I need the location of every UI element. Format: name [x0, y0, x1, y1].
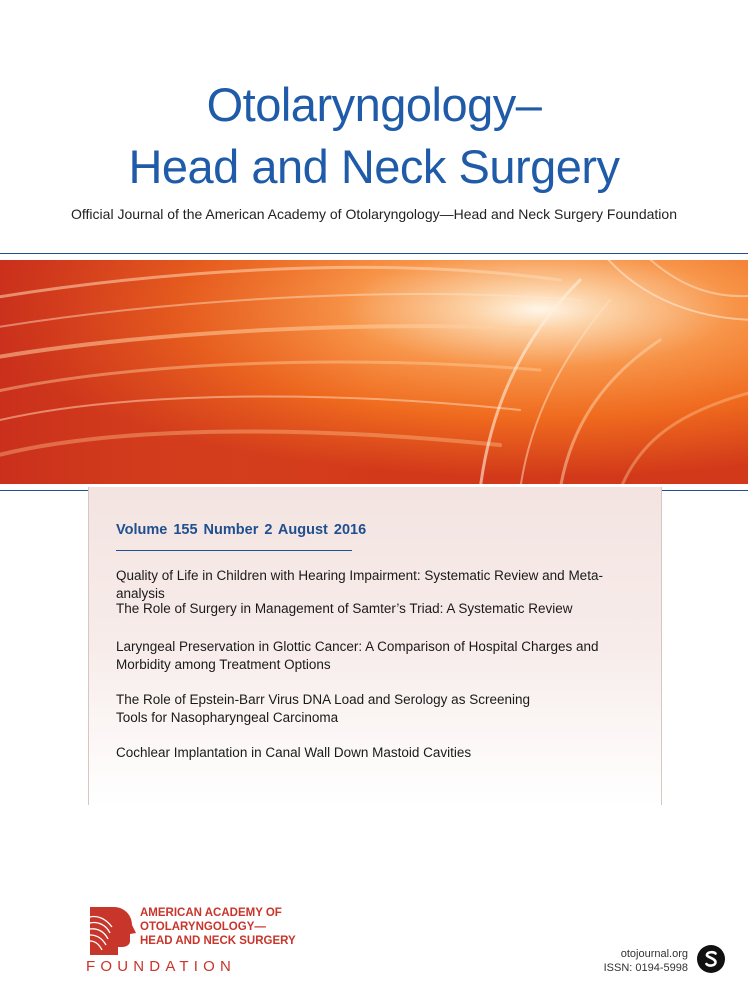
- org-name-line2: OTOLARYNGOLOGY—: [140, 921, 266, 933]
- top-divider: [0, 253, 748, 254]
- cover-banner: [0, 260, 748, 484]
- article-title: The Role of Surgery in Management of Samter’s Triad: A Systematic Review: [116, 601, 573, 616]
- article-title: Laryngeal Preservation in Glottic Cancer: A Comparison of Hospital Charges and Morbidity among Treatment Options: [116, 639, 599, 672]
- sage-s-logo-icon: [696, 944, 726, 974]
- journal-website: otojournal.org: [620, 948, 688, 960]
- article-title: The Role of Epstein-Barr Virus DNA Load and Serology as Screening Tools for Nasopharyngeal Carcinoma: [116, 692, 530, 725]
- foundation-label: FOUNDATION: [86, 958, 237, 975]
- org-name: [140, 906, 296, 948]
- article-title: Cochlear Implantation in Canal Wall Down Mastoid Cavities: [116, 745, 472, 760]
- org-name-line3: HEAD AND NECK SURGERY: [140, 935, 296, 947]
- journal-title-line2: Head and Neck Surgery: [128, 140, 620, 193]
- issue-underline: [116, 550, 352, 551]
- article-title: Quality of Life in Children with Hearing Impairment: Systematic Review and Meta-analysis: [116, 568, 603, 601]
- journal-title-line1: Otolaryngology–: [206, 78, 542, 131]
- issn-number: ISSN: 0194-5998: [603, 962, 688, 974]
- issue-info: Volume 155 Number 2 August 2016: [116, 522, 367, 538]
- aao-hns-head-logo-icon: [84, 903, 136, 955]
- org-name-line1: AMERICAN ACADEMY OF: [140, 907, 282, 919]
- journal-subtitle: Official Journal of the American Academy of Otolaryngology—Head and Neck Surgery Foundation: [71, 206, 677, 222]
- swirl-artwork: [0, 260, 748, 484]
